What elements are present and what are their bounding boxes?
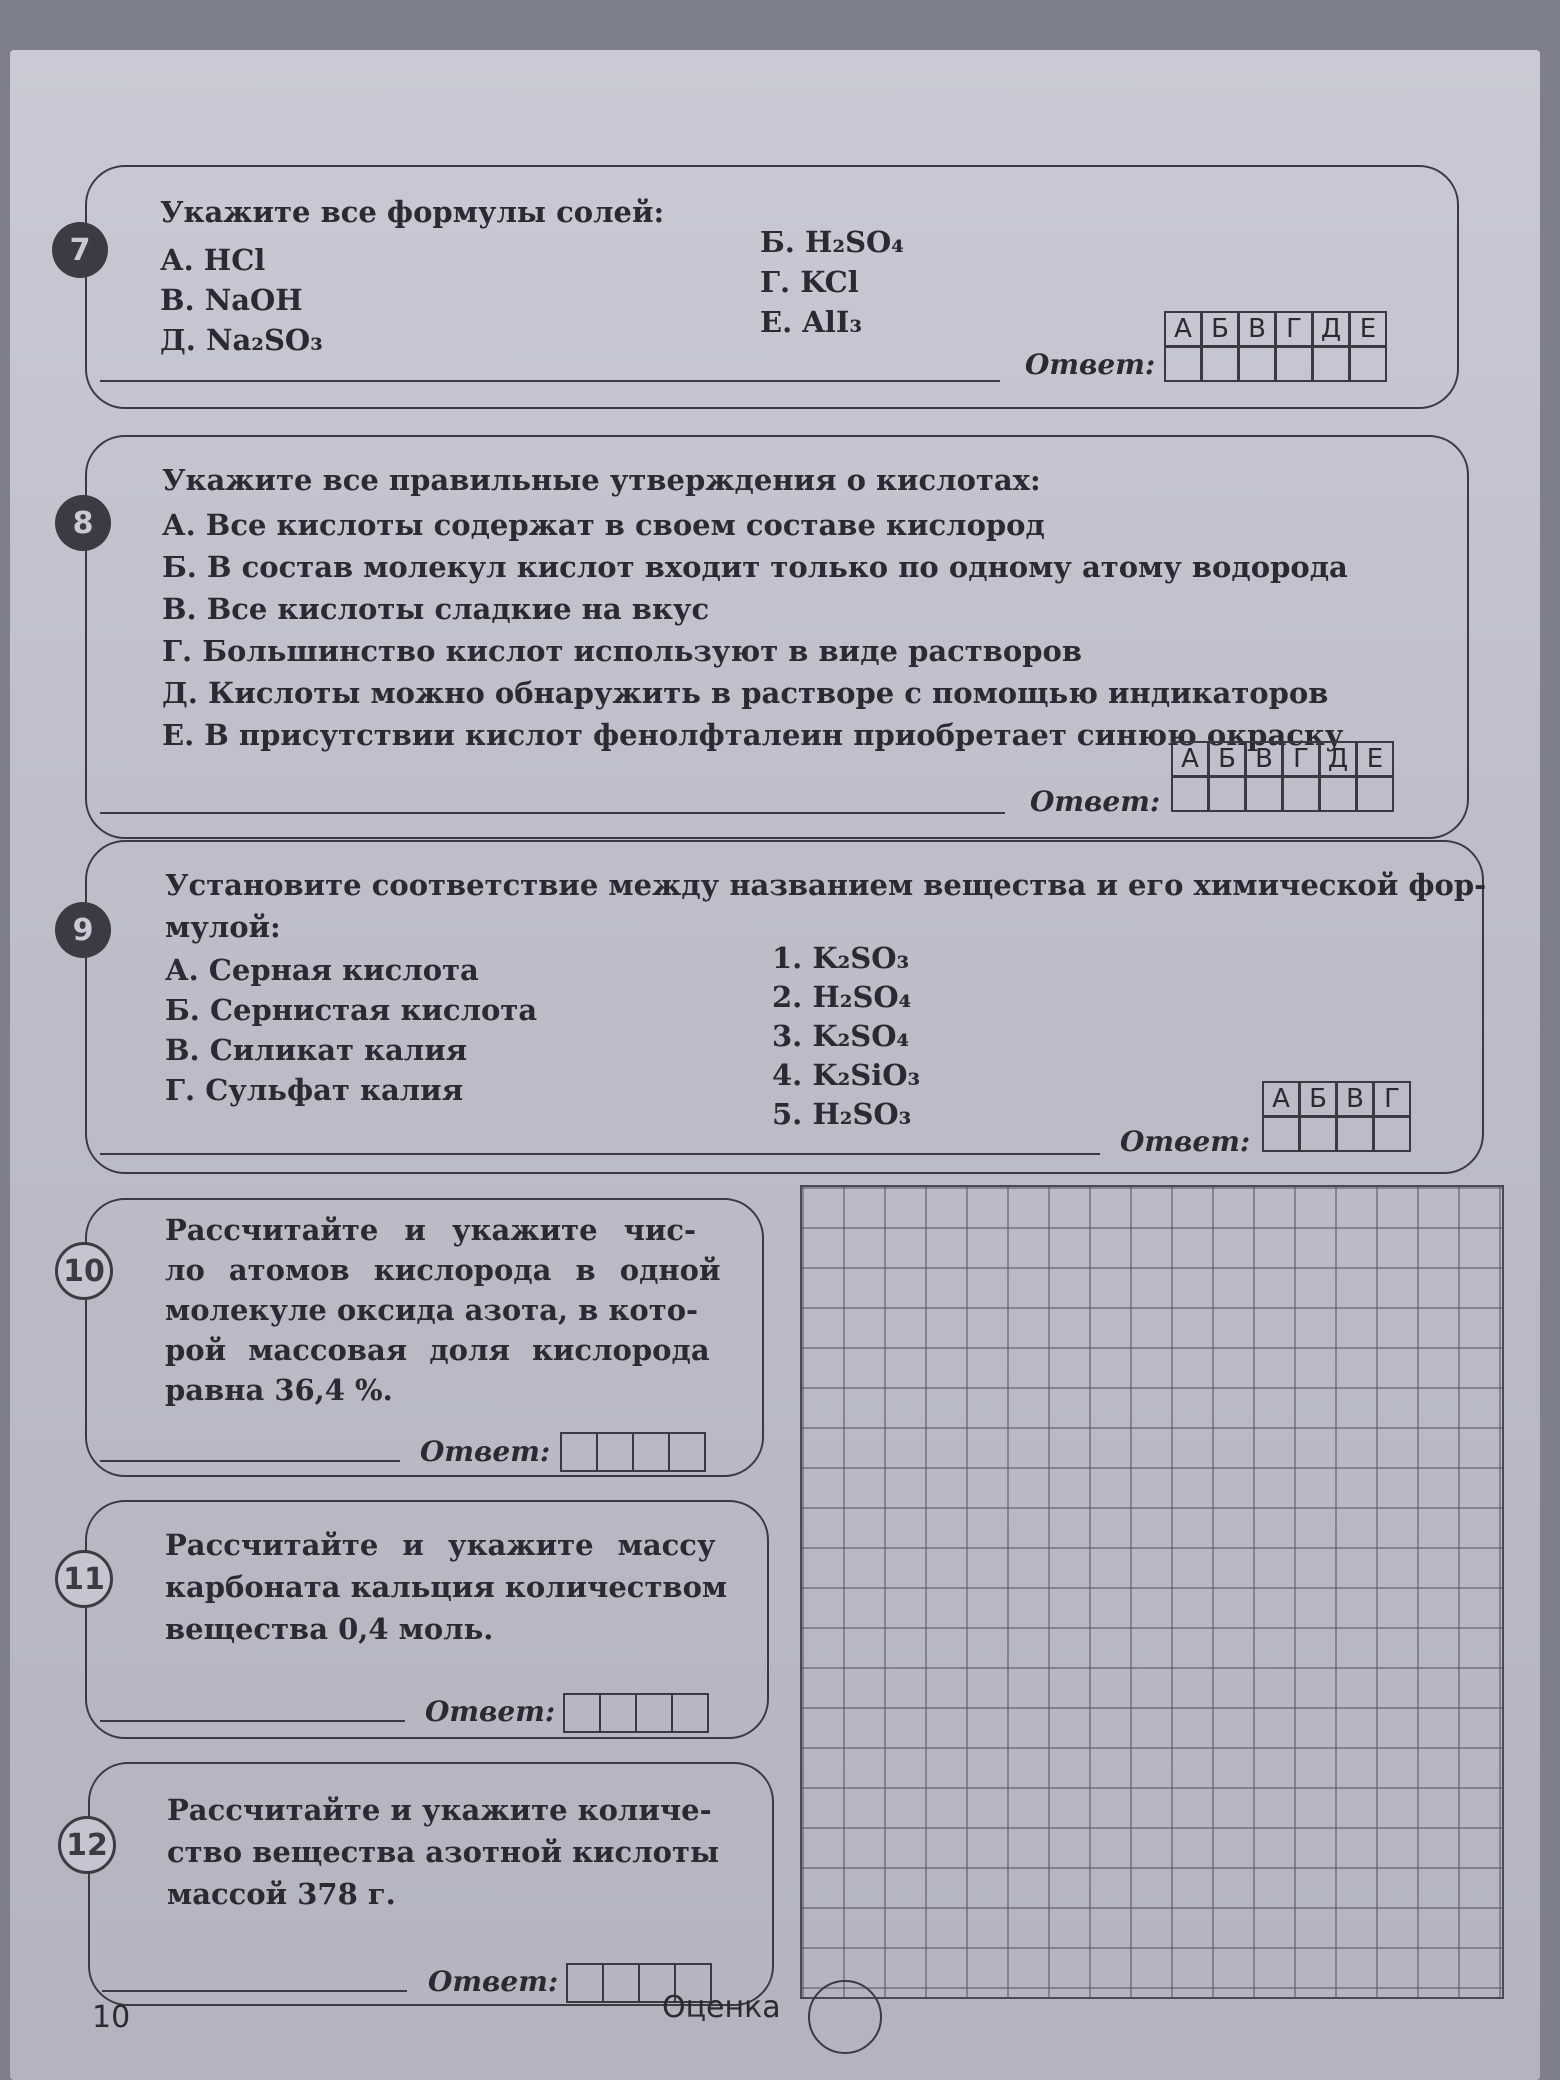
- task-8-header-a: А: [1171, 741, 1209, 777]
- task-11-answer-box[interactable]: [671, 1693, 709, 1733]
- task-8-option-b: Б. В состав молекул кислот входит только по одному атому водорода: [162, 550, 1348, 584]
- task-10-line: [100, 1460, 400, 1462]
- task-9-formula-5: 5. H₂SO₃: [772, 1097, 912, 1131]
- task-9-number: 9: [55, 902, 111, 958]
- task-10-line-1: Рассчитайте и укажите чис-: [165, 1213, 697, 1247]
- grade-label: Оценка: [662, 1990, 781, 2025]
- task-11-line-1: Рассчитайте и укажите массу: [165, 1528, 716, 1562]
- task-10-answer-box[interactable]: [560, 1432, 598, 1472]
- task-12-answer-box[interactable]: [566, 1963, 604, 2003]
- task-8-answer-cell[interactable]: [1245, 776, 1283, 812]
- task-11-answer-box[interactable]: [635, 1693, 673, 1733]
- task-10-answer-box[interactable]: [668, 1432, 706, 1472]
- task-9-name-v: В. Силикат калия: [165, 1033, 468, 1067]
- task-9-name-a: А. Серная кислота: [165, 953, 479, 987]
- task-10-line-2: ло атомов кислорода в одной: [165, 1253, 721, 1287]
- task-7-answer-cell[interactable]: [1201, 346, 1239, 382]
- task-12-line-3: массой 378 г.: [167, 1877, 396, 1911]
- task-10-answer-boxes[interactable]: [562, 1432, 706, 1472]
- task-12-answer-box[interactable]: [602, 1963, 640, 2003]
- task-8-option-a: А. Все кислоты содержат в своем составе кислород: [162, 508, 1045, 542]
- task-8-answer-cell[interactable]: [1171, 776, 1209, 812]
- task-7-header-a: А: [1164, 311, 1202, 347]
- task-12-line-1: Рассчитайте и укажите количе-: [167, 1793, 712, 1827]
- task-9-answer-label: Ответ:: [1120, 1125, 1251, 1158]
- task-9-answer-cell[interactable]: [1262, 1116, 1300, 1152]
- task-7-header-g: Г: [1275, 311, 1313, 347]
- task-7-option-a: А. HCl: [160, 243, 266, 277]
- task-11-line-3: вещества 0,4 моль.: [165, 1612, 494, 1646]
- task-7-answer-label: Ответ:: [1025, 348, 1156, 381]
- task-9-header-v: В: [1336, 1081, 1374, 1117]
- task-8-answer-cell[interactable]: [1208, 776, 1246, 812]
- task-7-line: [100, 380, 1000, 382]
- task-7-answer-grid[interactable]: [1165, 312, 1387, 382]
- task-7-option-b: Б. H₂SO₄: [760, 225, 904, 259]
- task-7-question: Укажите все формулы солей:: [160, 195, 665, 229]
- task-10-answer-box[interactable]: [632, 1432, 670, 1472]
- task-8-answer-cell[interactable]: [1356, 776, 1394, 812]
- task-8-header-d: Д: [1319, 741, 1357, 777]
- task-8-header-v: В: [1245, 741, 1283, 777]
- task-10-line-3: молекуле оксида азота, в кото-: [165, 1293, 699, 1327]
- task-11-answer-box[interactable]: [599, 1693, 637, 1733]
- task-11-answer-label: Ответ:: [425, 1695, 556, 1728]
- task-9-formula-2: 2. H₂SO₄: [772, 980, 912, 1014]
- task-9-formula-1: 1. K₂SO₃: [772, 941, 910, 975]
- task-12-answer-label: Ответ:: [428, 1965, 559, 1998]
- task-9-name-g: Г. Сульфат калия: [165, 1073, 464, 1107]
- task-9-answer-grid[interactable]: [1263, 1082, 1411, 1152]
- task-9-question-line2: мулой:: [165, 910, 281, 944]
- task-9-header-a: А: [1262, 1081, 1300, 1117]
- task-9-header-g: Г: [1373, 1081, 1411, 1117]
- task-11-number: 11: [55, 1550, 113, 1608]
- task-10-answer-label: Ответ:: [420, 1435, 551, 1468]
- task-11-line-2: карбоната кальция количеством: [165, 1570, 728, 1604]
- task-9-line: [100, 1153, 1100, 1155]
- task-10-answer-box[interactable]: [596, 1432, 634, 1472]
- task-12-number: 12: [58, 1816, 116, 1874]
- task-8-option-d: Д. Кислоты можно обнаружить в растворе с помощью индикаторов: [162, 676, 1329, 710]
- task-7-header-d: Д: [1312, 311, 1350, 347]
- task-7-answer-cell[interactable]: [1164, 346, 1202, 382]
- task-8-option-e: Е. В присутствии кислот фенолфталеин приобретает синюю окраску: [162, 718, 1344, 752]
- task-7-header-v: В: [1238, 311, 1276, 347]
- task-7-option-d: Д. Na₂SO₃: [160, 323, 323, 357]
- task-7-answer-cell[interactable]: [1275, 346, 1313, 382]
- task-7-option-e: Е. AlI₃: [760, 305, 863, 339]
- task-8-answer-grid[interactable]: [1172, 742, 1394, 812]
- task-11-line: [100, 1720, 405, 1722]
- task-9-answer-cell[interactable]: [1373, 1116, 1411, 1152]
- task-7-header-b: Б: [1201, 311, 1239, 347]
- task-7-option-g: Г. KCl: [760, 265, 859, 299]
- task-9-question-line1: Установите соответствие между названием вещества и его химической фор-: [165, 868, 1487, 902]
- task-10-number: 10: [55, 1242, 113, 1300]
- task-9-header-b: Б: [1299, 1081, 1337, 1117]
- task-8-option-v: В. Все кислоты сладкие на вкус: [162, 592, 710, 626]
- task-8-line: [100, 812, 1005, 814]
- task-9-answer-cell[interactable]: [1336, 1116, 1374, 1152]
- task-7-header-e: Е: [1349, 311, 1387, 347]
- task-8-question: Укажите все правильные утверждения о кислотах:: [162, 463, 1041, 497]
- task-9-answer-cell[interactable]: [1299, 1116, 1337, 1152]
- task-9-name-b: Б. Сернистая кислота: [165, 993, 538, 1027]
- task-8-option-g: Г. Большинство кислот используют в виде растворов: [162, 634, 1083, 668]
- task-8-header-g: Г: [1282, 741, 1320, 777]
- task-7-answer-cell[interactable]: [1349, 346, 1387, 382]
- graph-paper-work-area[interactable]: [800, 1185, 1504, 1999]
- task-8-answer-label: Ответ:: [1030, 785, 1161, 818]
- grade-circle-field[interactable]: [808, 1980, 882, 2054]
- task-12-line: [102, 1990, 407, 1992]
- task-8-answer-cell[interactable]: [1319, 776, 1357, 812]
- task-8-answer-cell[interactable]: [1282, 776, 1320, 812]
- task-9-formula-4: 4. K₂SiO₃: [772, 1058, 921, 1092]
- task-7-option-v: В. NaOH: [160, 283, 303, 317]
- task-7-answer-cell[interactable]: [1238, 346, 1276, 382]
- worksheet-page: [10, 50, 1540, 2080]
- task-9-formula-3: 3. K₂SO₄: [772, 1019, 910, 1053]
- task-12-line-2: ство вещества азотной кислоты: [167, 1835, 720, 1869]
- task-8-number: 8: [55, 495, 111, 551]
- task-8-header-e: Е: [1356, 741, 1394, 777]
- task-11-answer-box[interactable]: [563, 1693, 601, 1733]
- task-10-line-4: рой массовая доля кислорода: [165, 1333, 710, 1367]
- task-8-header-b: Б: [1208, 741, 1246, 777]
- task-11-answer-boxes[interactable]: [565, 1693, 709, 1733]
- task-7-number: 7: [52, 222, 108, 278]
- page-number: 10: [92, 2000, 131, 2035]
- task-7-answer-cell[interactable]: [1312, 346, 1350, 382]
- task-10-line-5: равна 36,4 %.: [165, 1373, 393, 1407]
